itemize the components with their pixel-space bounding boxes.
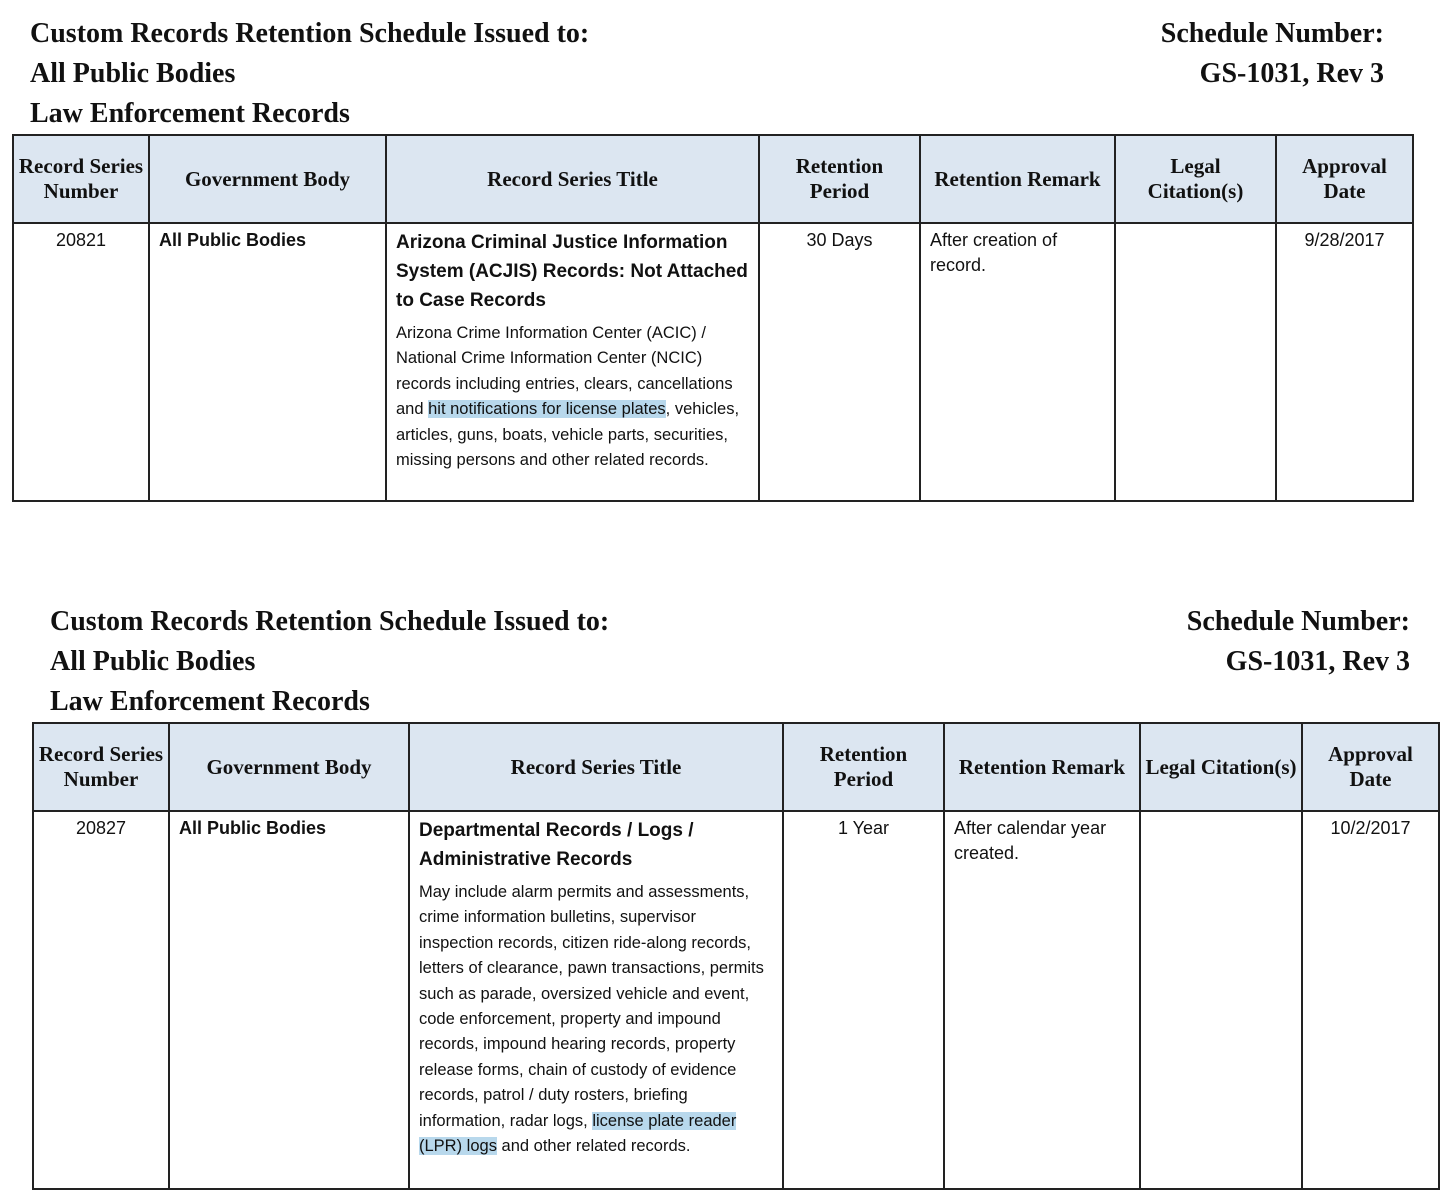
col-approval-date: Approval Date: [1276, 135, 1413, 223]
retention-remark: After creation of record.: [920, 223, 1115, 501]
col-legal-citations: Legal Citation(s): [1115, 135, 1276, 223]
col-retention-remark: Retention Remark: [920, 135, 1115, 223]
record-series-description: [419, 880, 773, 1159]
table-header-row: [33, 723, 1439, 811]
col-approval-date: Approval Date: [1302, 723, 1439, 811]
schedule-number-value: GS-1031, Rev 3: [1225, 646, 1410, 677]
retention-table: [12, 134, 1414, 502]
schedule-number-label: Schedule Number:: [1186, 606, 1410, 637]
legal-citations: [1115, 223, 1276, 501]
category-heading: Law Enforcement Records: [30, 98, 350, 129]
highlighted-text: hit notifications for license plates: [428, 400, 666, 419]
col-government-body: Government Body: [149, 135, 386, 223]
schedule-header: [12, 10, 1412, 134]
approval-date: 10/2/2017: [1302, 811, 1439, 1189]
schedule-header: [32, 598, 1438, 722]
schedule-block-1: [12, 10, 1412, 502]
schedule-block-2: [32, 598, 1438, 1190]
description-text: May include alarm permits and assessments, crime information bulletins, supervisor inspection records, citizen ride-along records, letters of clearance, pawn transactions, permits such as parade, oversized vehicle and event, code enforcement, property and impound records, impound hearing records, property release forms, chain of custody of evidence records, patrol / duty rosters, briefing information, radar logs,: [419, 883, 764, 1130]
schedule-number-label: Schedule Number:: [1160, 18, 1384, 49]
col-record-series-title: Record Series Title: [386, 135, 759, 223]
col-government-body: Government Body: [169, 723, 409, 811]
public-bodies-heading: All Public Bodies: [50, 646, 256, 677]
record-series-title: Departmental Records / Logs / Administrative Records: [419, 820, 694, 870]
record-series-number: 20827: [33, 811, 169, 1189]
category-heading: Law Enforcement Records: [50, 686, 370, 717]
issued-to-heading: Custom Records Retention Schedule Issued to:: [30, 18, 590, 49]
highlighted-text: license plate reader (LPR) logs: [419, 1111, 737, 1156]
description-text-end: and other related records.: [496, 1137, 691, 1156]
table-row: [13, 223, 1413, 501]
record-series-description: [396, 321, 749, 473]
col-retention-remark: Retention Remark: [944, 723, 1140, 811]
col-record-series-number: Record Series Number: [33, 723, 169, 811]
record-series-title-cell: [386, 223, 759, 501]
col-retention-period: Retention Period: [783, 723, 944, 811]
retention-period: 1 Year: [783, 811, 944, 1189]
schedule-number-value: GS-1031, Rev 3: [1199, 58, 1384, 89]
government-body: All Public Bodies: [169, 811, 409, 1189]
record-series-number: 20821: [13, 223, 149, 501]
government-body: All Public Bodies: [149, 223, 386, 501]
retention-table: [32, 722, 1440, 1190]
col-record-series-title: Record Series Title: [409, 723, 783, 811]
record-series-title: Arizona Criminal Justice Information System (ACJIS) Records: Not Attached to Case Records: [396, 232, 748, 311]
retention-remark: After calendar year created.: [944, 811, 1140, 1189]
col-record-series-number: Record Series Number: [13, 135, 149, 223]
table-row: [33, 811, 1439, 1189]
description-text-end: , vehicles, articles, guns, boats, vehicle parts, securities, missing persons and other related records.: [396, 400, 740, 470]
retention-period: 30 Days: [759, 223, 920, 501]
col-retention-period: Retention Period: [759, 135, 920, 223]
issued-to-heading: Custom Records Retention Schedule Issued to:: [50, 606, 610, 637]
table-header-row: [13, 135, 1413, 223]
public-bodies-heading: All Public Bodies: [30, 58, 236, 89]
col-legal-citations: Legal Citation(s): [1140, 723, 1302, 811]
record-series-title-cell: [409, 811, 783, 1189]
legal-citations: [1140, 811, 1302, 1189]
description-text: Arizona Crime Information Center (ACIC) / National Crime Information Center (NCIC) records including entries, clears, cancellations and: [396, 324, 733, 419]
approval-date: 9/28/2017: [1276, 223, 1413, 501]
